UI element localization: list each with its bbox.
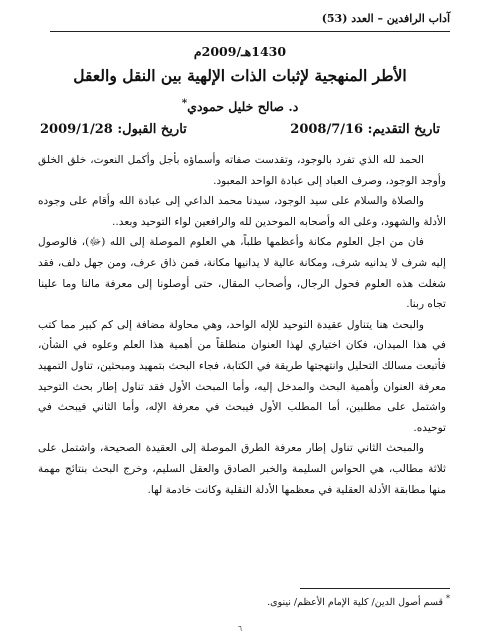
author-line xyxy=(0,97,480,114)
paragraph: والمبحث الثاني تناول إطار معرفة الطرق الموصلة إلى العقيدة الصحيحة، واشتمل على ثلاثة مطالب، هي الحواس السليمة والخبر الصادق والعقل السليم، وخرج البحث بنتائج مهمة منها مطابقة الأدلة العقلية في معظمها الأدلة النقلية وكانت خادمة لها. xyxy=(38,442,446,496)
issue-date: 1430هـ/2009م xyxy=(193,44,287,59)
dates-row xyxy=(40,122,440,137)
paragraph: فان من اجل العلوم مكانة وأعظمها طلباً، هي العلوم الموصلة إلى الله (ﷻ)، فالوصول إليه شرف لا يدانيه شرف، ومكانة عالية لا يدانيها مكانة، فمن ذاق عرف، ومن جهل دلف، فقد شغلت هذه العلوم فحول الرجال، وأصحاب المقال، حتى أوصلونا إلى معرفة مالنا وما علينا تجاه ربنا. xyxy=(38,236,446,311)
submission-value: 2008/7/16 xyxy=(290,122,364,137)
footnote xyxy=(30,594,450,608)
submission-label: تاريخ التقديم: xyxy=(367,122,440,137)
header-divider xyxy=(50,31,450,32)
paragraph: والصلاة والسلام على سيد الوجود، سيدنا محمد الداعي إلى عبادة الله وأقام على وجوده الأدلة والشهود، وعلى اله وأصحابه الموحدين لله والرافعين لواء التوحيد وبعد.. xyxy=(38,195,446,228)
submission-date xyxy=(290,122,440,137)
acceptance-value: 2009/1/28 xyxy=(40,122,113,137)
acceptance-date xyxy=(40,122,187,137)
acceptance-label: تاريخ القبول: xyxy=(117,122,187,137)
running-header: آداب الرافدين – العدد (53) xyxy=(321,12,450,25)
author-footnote-mark: * xyxy=(181,97,188,109)
article-title: الأطر المنهجية لإثبات الذات الإلهية بين النقل والعقل xyxy=(73,66,407,85)
footnote-mark: * xyxy=(446,594,450,603)
footnote-text: قسم أصول الدين/ كلية الإمام الأعظم/ نينوى. xyxy=(267,597,444,609)
article-body xyxy=(38,150,446,500)
paragraph: الحمد لله الذي تفرد بالوجود، وتقدست صفاته وأسماؤه بأجل وأكمل النعوت، خلق الخلق وأوجد الوجود، وصرف العباد إلى عبادة الواحد المعبود. xyxy=(38,154,446,187)
paragraph: والبحث هنا يتناول عقيدة التوحيد للإله الواحد، وهي محاولة مضافة إلى كم كبير مما كتب في هذا الميدان، فكان اختياري لهذا العنوان منطلقاً من أهمية هذا العلم وعلوه في الشأن، فأتبعت مسالك التحليل وانتهجتها طريقة في الكتابة، فجاء البحث بتمهيد ومبحثين، تناول التمهيد معرفة العنوان وأهمية البحث والمدخل إليه، وأما المبحث الأول فقد تناول إطار بحث التوحيد واشتمل على مطلبين، أما المطلب الأول فيبحث في معرفة الإله، وأما الثاني فيبحث في توحيده. xyxy=(38,318,446,434)
footnote-divider xyxy=(300,588,450,589)
author-name: د. صالح خليل حمودي xyxy=(187,99,299,115)
page-mark: ٦ xyxy=(237,624,243,633)
